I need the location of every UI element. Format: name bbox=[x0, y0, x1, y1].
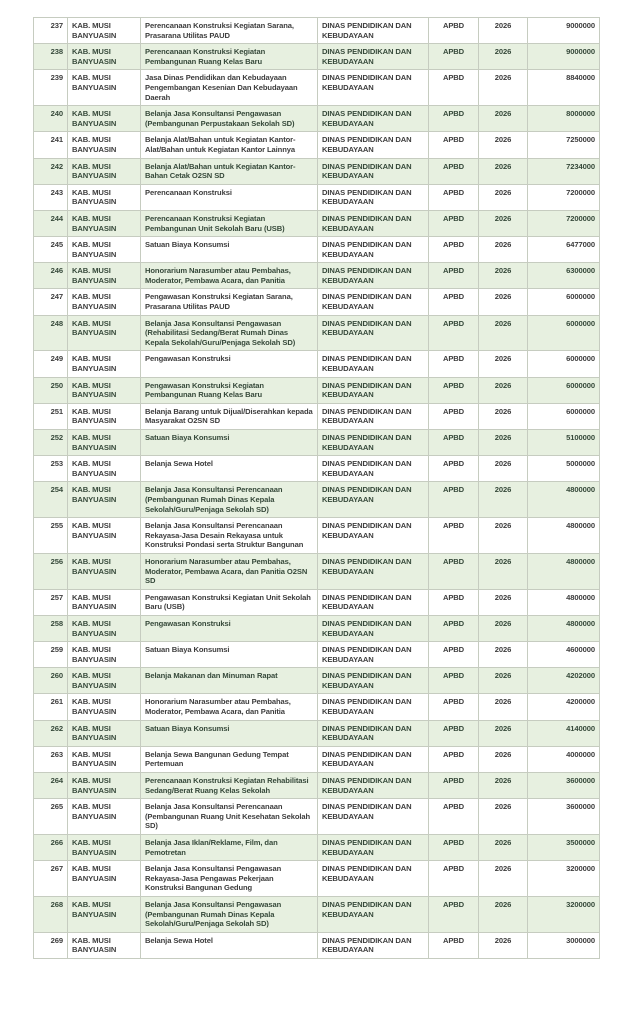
region-cell: KAB. MUSI BANYUASIN bbox=[68, 799, 141, 835]
amount-cell: 7200000 bbox=[528, 210, 600, 236]
year-cell: 2026 bbox=[479, 289, 528, 315]
amount-cell: 9000000 bbox=[528, 44, 600, 70]
amount-cell: 4200000 bbox=[528, 694, 600, 720]
table-row bbox=[34, 896, 600, 932]
amount-cell: 7234000 bbox=[528, 158, 600, 184]
table-row bbox=[34, 642, 600, 668]
table-row bbox=[34, 351, 600, 377]
amount-cell: 4800000 bbox=[528, 589, 600, 615]
funding-source-cell: APBD bbox=[429, 263, 479, 289]
amount-cell: 4140000 bbox=[528, 720, 600, 746]
region-cell: KAB. MUSI BANYUASIN bbox=[68, 377, 141, 403]
table-row bbox=[34, 18, 600, 44]
region-cell: KAB. MUSI BANYUASIN bbox=[68, 932, 141, 958]
row-number-cell: 248 bbox=[34, 315, 68, 351]
funding-source-cell: APBD bbox=[429, 237, 479, 263]
amount-cell: 7250000 bbox=[528, 132, 600, 158]
year-cell: 2026 bbox=[479, 70, 528, 106]
region-cell: KAB. MUSI BANYUASIN bbox=[68, 18, 141, 44]
region-cell: KAB. MUSI BANYUASIN bbox=[68, 44, 141, 70]
description-cell: Belanja Alat/Bahan untuk Kegiatan Kantor-Alat/Bahan untuk Kegiatan Kantor Lainnya bbox=[141, 132, 318, 158]
funding-source-cell: APBD bbox=[429, 642, 479, 668]
table-row bbox=[34, 482, 600, 518]
description-cell: Belanja Jasa Konsultansi Perencanaan (Pembangunan Rumah Dinas Kepala Sekolah/Guru/Penjaga Sekolah SD) bbox=[141, 482, 318, 518]
agency-cell: DINAS PENDIDIKAN DAN KEBUDAYAAN bbox=[318, 377, 429, 403]
agency-cell: DINAS PENDIDIKAN DAN KEBUDAYAAN bbox=[318, 315, 429, 351]
region-cell: KAB. MUSI BANYUASIN bbox=[68, 642, 141, 668]
funding-source-cell: APBD bbox=[429, 553, 479, 589]
agency-cell: DINAS PENDIDIKAN DAN KEBUDAYAAN bbox=[318, 896, 429, 932]
row-number-cell: 247 bbox=[34, 289, 68, 315]
description-cell: Perencanaan Konstruksi Kegiatan Sarana, Prasarana Utilitas PAUD bbox=[141, 18, 318, 44]
region-cell: KAB. MUSI BANYUASIN bbox=[68, 694, 141, 720]
agency-cell: DINAS PENDIDIKAN DAN KEBUDAYAAN bbox=[318, 835, 429, 861]
table-row bbox=[34, 377, 600, 403]
agency-cell: DINAS PENDIDIKAN DAN KEBUDAYAAN bbox=[318, 289, 429, 315]
row-number-cell: 257 bbox=[34, 589, 68, 615]
table-row bbox=[34, 668, 600, 694]
table-row bbox=[34, 289, 600, 315]
table-row bbox=[34, 615, 600, 641]
funding-source-cell: APBD bbox=[429, 44, 479, 70]
table-row bbox=[34, 720, 600, 746]
table-row bbox=[34, 132, 600, 158]
year-cell: 2026 bbox=[479, 184, 528, 210]
row-number-cell: 250 bbox=[34, 377, 68, 403]
amount-cell: 3500000 bbox=[528, 835, 600, 861]
row-number-cell: 256 bbox=[34, 553, 68, 589]
row-number-cell: 266 bbox=[34, 835, 68, 861]
year-cell: 2026 bbox=[479, 668, 528, 694]
description-cell: Belanja Alat/Bahan untuk Kegiatan Kantor- Bahan Cetak O2SN SD bbox=[141, 158, 318, 184]
agency-cell: DINAS PENDIDIKAN DAN KEBUDAYAAN bbox=[318, 589, 429, 615]
amount-cell: 4000000 bbox=[528, 746, 600, 772]
year-cell: 2026 bbox=[479, 589, 528, 615]
row-number-cell: 246 bbox=[34, 263, 68, 289]
agency-cell: DINAS PENDIDIKAN DAN KEBUDAYAAN bbox=[318, 720, 429, 746]
amount-cell: 6000000 bbox=[528, 315, 600, 351]
funding-source-cell: APBD bbox=[429, 289, 479, 315]
row-number-cell: 244 bbox=[34, 210, 68, 236]
description-cell: Pengawasan Konstruksi bbox=[141, 351, 318, 377]
row-number-cell: 238 bbox=[34, 44, 68, 70]
funding-source-cell: APBD bbox=[429, 896, 479, 932]
agency-cell: DINAS PENDIDIKAN DAN KEBUDAYAAN bbox=[318, 642, 429, 668]
description-cell: Belanja Jasa Konsultansi Perencanaan Rekayasa-Jasa Desain Rekayasa untuk Konstruksi Pondasi serta Struktur Bangunan bbox=[141, 518, 318, 554]
description-cell: Honorarium Narasumber atau Pembahas, Moderator, Pembawa Acara, dan Panitia bbox=[141, 694, 318, 720]
agency-cell: DINAS PENDIDIKAN DAN KEBUDAYAAN bbox=[318, 615, 429, 641]
funding-source-cell: APBD bbox=[429, 482, 479, 518]
funding-source-cell: APBD bbox=[429, 773, 479, 799]
region-cell: KAB. MUSI BANYUASIN bbox=[68, 132, 141, 158]
description-cell: Honorarium Narasumber atau Pembahas, Moderator, Pembawa Acara, dan Panitia bbox=[141, 263, 318, 289]
amount-cell: 6477000 bbox=[528, 237, 600, 263]
funding-source-cell: APBD bbox=[429, 18, 479, 44]
agency-cell: DINAS PENDIDIKAN DAN KEBUDAYAAN bbox=[318, 44, 429, 70]
funding-source-cell: APBD bbox=[429, 315, 479, 351]
agency-cell: DINAS PENDIDIKAN DAN KEBUDAYAAN bbox=[318, 430, 429, 456]
description-cell: Pengawasan Konstruksi Kegiatan Sarana, Prasarana Utilitas PAUD bbox=[141, 289, 318, 315]
agency-cell: DINAS PENDIDIKAN DAN KEBUDAYAAN bbox=[318, 456, 429, 482]
row-number-cell: 258 bbox=[34, 615, 68, 641]
row-number-cell: 259 bbox=[34, 642, 68, 668]
year-cell: 2026 bbox=[479, 237, 528, 263]
year-cell: 2026 bbox=[479, 403, 528, 429]
budget-table bbox=[33, 17, 600, 959]
region-cell: KAB. MUSI BANYUASIN bbox=[68, 896, 141, 932]
region-cell: KAB. MUSI BANYUASIN bbox=[68, 315, 141, 351]
description-cell: Satuan Biaya Konsumsi bbox=[141, 642, 318, 668]
row-number-cell: 260 bbox=[34, 668, 68, 694]
amount-cell: 6300000 bbox=[528, 263, 600, 289]
year-cell: 2026 bbox=[479, 932, 528, 958]
description-cell: Belanja Sewa Hotel bbox=[141, 932, 318, 958]
region-cell: KAB. MUSI BANYUASIN bbox=[68, 835, 141, 861]
amount-cell: 9000000 bbox=[528, 18, 600, 44]
year-cell: 2026 bbox=[479, 553, 528, 589]
description-cell: Belanja Jasa Konsultansi Pengawasan (Pembangunan Perpustakaan Sekolah SD) bbox=[141, 106, 318, 132]
description-cell: Satuan Biaya Konsumsi bbox=[141, 237, 318, 263]
agency-cell: DINAS PENDIDIKAN DAN KEBUDAYAAN bbox=[318, 694, 429, 720]
row-number-cell: 265 bbox=[34, 799, 68, 835]
description-cell: Satuan Biaya Konsumsi bbox=[141, 720, 318, 746]
amount-cell: 4800000 bbox=[528, 615, 600, 641]
agency-cell: DINAS PENDIDIKAN DAN KEBUDAYAAN bbox=[318, 210, 429, 236]
agency-cell: DINAS PENDIDIKAN DAN KEBUDAYAAN bbox=[318, 132, 429, 158]
funding-source-cell: APBD bbox=[429, 351, 479, 377]
amount-cell: 5100000 bbox=[528, 430, 600, 456]
table-row bbox=[34, 518, 600, 554]
funding-source-cell: APBD bbox=[429, 615, 479, 641]
funding-source-cell: APBD bbox=[429, 377, 479, 403]
amount-cell: 7200000 bbox=[528, 184, 600, 210]
region-cell: KAB. MUSI BANYUASIN bbox=[68, 430, 141, 456]
region-cell: KAB. MUSI BANYUASIN bbox=[68, 237, 141, 263]
agency-cell: DINAS PENDIDIKAN DAN KEBUDAYAAN bbox=[318, 773, 429, 799]
year-cell: 2026 bbox=[479, 615, 528, 641]
funding-source-cell: APBD bbox=[429, 106, 479, 132]
row-number-cell: 241 bbox=[34, 132, 68, 158]
year-cell: 2026 bbox=[479, 315, 528, 351]
description-cell: Belanja Sewa Bangunan Gedung Tempat Pertemuan bbox=[141, 746, 318, 772]
description-cell: Belanja Sewa Hotel bbox=[141, 456, 318, 482]
row-number-cell: 254 bbox=[34, 482, 68, 518]
description-cell: Belanja Jasa Iklan/Reklame, Film, dan Pemotretan bbox=[141, 835, 318, 861]
year-cell: 2026 bbox=[479, 518, 528, 554]
description-cell: Belanja Barang untuk Dijual/Diserahkan kepada Masyarakat O2SN SD bbox=[141, 403, 318, 429]
agency-cell: DINAS PENDIDIKAN DAN KEBUDAYAAN bbox=[318, 106, 429, 132]
agency-cell: DINAS PENDIDIKAN DAN KEBUDAYAAN bbox=[318, 668, 429, 694]
row-number-cell: 245 bbox=[34, 237, 68, 263]
description-cell: Belanja Jasa Konsultansi Pengawasan (Pembangunan Rumah Dinas Kepala Sekolah/Guru/Penjaga Sekolah SD) bbox=[141, 896, 318, 932]
agency-cell: DINAS PENDIDIKAN DAN KEBUDAYAAN bbox=[318, 799, 429, 835]
row-number-cell: 263 bbox=[34, 746, 68, 772]
table-row bbox=[34, 210, 600, 236]
funding-source-cell: APBD bbox=[429, 932, 479, 958]
region-cell: KAB. MUSI BANYUASIN bbox=[68, 70, 141, 106]
region-cell: KAB. MUSI BANYUASIN bbox=[68, 773, 141, 799]
description-cell: Belanja Jasa Konsultansi Perencanaan (Pembangunan Ruang Unit Kesehatan Sekolah SD) bbox=[141, 799, 318, 835]
row-number-cell: 239 bbox=[34, 70, 68, 106]
funding-source-cell: APBD bbox=[429, 518, 479, 554]
table-row bbox=[34, 835, 600, 861]
row-number-cell: 249 bbox=[34, 351, 68, 377]
year-cell: 2026 bbox=[479, 18, 528, 44]
region-cell: KAB. MUSI BANYUASIN bbox=[68, 106, 141, 132]
year-cell: 2026 bbox=[479, 720, 528, 746]
table-row bbox=[34, 106, 600, 132]
year-cell: 2026 bbox=[479, 799, 528, 835]
description-cell: Honorarium Narasumber atau Pembahas, Moderator, Pembawa Acara, dan Panitia O2SN SD bbox=[141, 553, 318, 589]
region-cell: KAB. MUSI BANYUASIN bbox=[68, 403, 141, 429]
row-number-cell: 237 bbox=[34, 18, 68, 44]
region-cell: KAB. MUSI BANYUASIN bbox=[68, 746, 141, 772]
amount-cell: 4202000 bbox=[528, 668, 600, 694]
region-cell: KAB. MUSI BANYUASIN bbox=[68, 482, 141, 518]
description-cell: Perencanaan Konstruksi bbox=[141, 184, 318, 210]
year-cell: 2026 bbox=[479, 106, 528, 132]
description-cell: Belanja Makanan dan Minuman Rapat bbox=[141, 668, 318, 694]
region-cell: KAB. MUSI BANYUASIN bbox=[68, 351, 141, 377]
agency-cell: DINAS PENDIDIKAN DAN KEBUDAYAAN bbox=[318, 18, 429, 44]
year-cell: 2026 bbox=[479, 896, 528, 932]
description-cell: Jasa Dinas Pendidikan dan Kebudayaan Pengembangan Kesenian Dan Kebudayaan Daerah bbox=[141, 70, 318, 106]
agency-cell: DINAS PENDIDIKAN DAN KEBUDAYAAN bbox=[318, 482, 429, 518]
funding-source-cell: APBD bbox=[429, 132, 479, 158]
row-number-cell: 240 bbox=[34, 106, 68, 132]
year-cell: 2026 bbox=[479, 835, 528, 861]
funding-source-cell: APBD bbox=[429, 403, 479, 429]
table-row bbox=[34, 158, 600, 184]
funding-source-cell: APBD bbox=[429, 668, 479, 694]
table-row bbox=[34, 430, 600, 456]
region-cell: KAB. MUSI BANYUASIN bbox=[68, 456, 141, 482]
funding-source-cell: APBD bbox=[429, 746, 479, 772]
region-cell: KAB. MUSI BANYUASIN bbox=[68, 668, 141, 694]
funding-source-cell: APBD bbox=[429, 184, 479, 210]
funding-source-cell: APBD bbox=[429, 861, 479, 897]
year-cell: 2026 bbox=[479, 210, 528, 236]
region-cell: KAB. MUSI BANYUASIN bbox=[68, 553, 141, 589]
table-row bbox=[34, 237, 600, 263]
table-row bbox=[34, 456, 600, 482]
row-number-cell: 267 bbox=[34, 861, 68, 897]
amount-cell: 3200000 bbox=[528, 896, 600, 932]
row-number-cell: 262 bbox=[34, 720, 68, 746]
agency-cell: DINAS PENDIDIKAN DAN KEBUDAYAAN bbox=[318, 403, 429, 429]
funding-source-cell: APBD bbox=[429, 720, 479, 746]
region-cell: KAB. MUSI BANYUASIN bbox=[68, 263, 141, 289]
table-body bbox=[34, 18, 600, 959]
year-cell: 2026 bbox=[479, 430, 528, 456]
amount-cell: 6000000 bbox=[528, 289, 600, 315]
amount-cell: 8840000 bbox=[528, 70, 600, 106]
year-cell: 2026 bbox=[479, 456, 528, 482]
agency-cell: DINAS PENDIDIKAN DAN KEBUDAYAAN bbox=[318, 746, 429, 772]
table-row bbox=[34, 932, 600, 958]
table-row bbox=[34, 263, 600, 289]
year-cell: 2026 bbox=[479, 132, 528, 158]
table-row bbox=[34, 773, 600, 799]
table-row bbox=[34, 694, 600, 720]
row-number-cell: 255 bbox=[34, 518, 68, 554]
amount-cell: 4800000 bbox=[528, 518, 600, 554]
table-row bbox=[34, 70, 600, 106]
year-cell: 2026 bbox=[479, 44, 528, 70]
agency-cell: DINAS PENDIDIKAN DAN KEBUDAYAAN bbox=[318, 263, 429, 289]
funding-source-cell: APBD bbox=[429, 456, 479, 482]
year-cell: 2026 bbox=[479, 642, 528, 668]
year-cell: 2026 bbox=[479, 746, 528, 772]
amount-cell: 4600000 bbox=[528, 642, 600, 668]
region-cell: KAB. MUSI BANYUASIN bbox=[68, 615, 141, 641]
region-cell: KAB. MUSI BANYUASIN bbox=[68, 210, 141, 236]
amount-cell: 6000000 bbox=[528, 351, 600, 377]
funding-source-cell: APBD bbox=[429, 70, 479, 106]
table-row bbox=[34, 403, 600, 429]
description-cell: Belanja Jasa Konsultansi Pengawasan (Rehabilitasi Sedang/Berat Rumah Dinas Kepala Sekolah/Guru/Penjaga Sekolah SD) bbox=[141, 315, 318, 351]
amount-cell: 6000000 bbox=[528, 377, 600, 403]
agency-cell: DINAS PENDIDIKAN DAN KEBUDAYAAN bbox=[318, 351, 429, 377]
table-row bbox=[34, 553, 600, 589]
funding-source-cell: APBD bbox=[429, 210, 479, 236]
region-cell: KAB. MUSI BANYUASIN bbox=[68, 518, 141, 554]
agency-cell: DINAS PENDIDIKAN DAN KEBUDAYAAN bbox=[318, 70, 429, 106]
year-cell: 2026 bbox=[479, 482, 528, 518]
funding-source-cell: APBD bbox=[429, 158, 479, 184]
table-row bbox=[34, 746, 600, 772]
description-cell: Pengawasan Konstruksi bbox=[141, 615, 318, 641]
year-cell: 2026 bbox=[479, 158, 528, 184]
row-number-cell: 264 bbox=[34, 773, 68, 799]
amount-cell: 6000000 bbox=[528, 403, 600, 429]
year-cell: 2026 bbox=[479, 861, 528, 897]
agency-cell: DINAS PENDIDIKAN DAN KEBUDAYAAN bbox=[318, 184, 429, 210]
row-number-cell: 269 bbox=[34, 932, 68, 958]
table-row bbox=[34, 799, 600, 835]
funding-source-cell: APBD bbox=[429, 694, 479, 720]
description-cell: Satuan Biaya Konsumsi bbox=[141, 430, 318, 456]
description-cell: Belanja Jasa Konsultansi Pengawasan Rekayasa-Jasa Pengawas Pekerjaan Konstruksi Bangunan Gedung bbox=[141, 861, 318, 897]
description-cell: Perencanaan Konstruksi Kegiatan Rehabilitasi Sedang/Berat Ruang Kelas Sekolah bbox=[141, 773, 318, 799]
table-row bbox=[34, 589, 600, 615]
agency-cell: DINAS PENDIDIKAN DAN KEBUDAYAAN bbox=[318, 861, 429, 897]
amount-cell: 3000000 bbox=[528, 932, 600, 958]
description-cell: Perencanaan Konstruksi Kegiatan Pembangunan Ruang Kelas Baru bbox=[141, 44, 318, 70]
agency-cell: DINAS PENDIDIKAN DAN KEBUDAYAAN bbox=[318, 158, 429, 184]
table-row bbox=[34, 315, 600, 351]
agency-cell: DINAS PENDIDIKAN DAN KEBUDAYAAN bbox=[318, 553, 429, 589]
table-row bbox=[34, 184, 600, 210]
row-number-cell: 268 bbox=[34, 896, 68, 932]
funding-source-cell: APBD bbox=[429, 589, 479, 615]
description-cell: Pengawasan Konstruksi Kegiatan Unit Sekolah Baru (USB) bbox=[141, 589, 318, 615]
row-number-cell: 253 bbox=[34, 456, 68, 482]
amount-cell: 4800000 bbox=[528, 553, 600, 589]
year-cell: 2026 bbox=[479, 351, 528, 377]
amount-cell: 3600000 bbox=[528, 799, 600, 835]
amount-cell: 8000000 bbox=[528, 106, 600, 132]
region-cell: KAB. MUSI BANYUASIN bbox=[68, 158, 141, 184]
year-cell: 2026 bbox=[479, 263, 528, 289]
region-cell: KAB. MUSI BANYUASIN bbox=[68, 720, 141, 746]
agency-cell: DINAS PENDIDIKAN DAN KEBUDAYAAN bbox=[318, 237, 429, 263]
agency-cell: DINAS PENDIDIKAN DAN KEBUDAYAAN bbox=[318, 932, 429, 958]
region-cell: KAB. MUSI BANYUASIN bbox=[68, 589, 141, 615]
region-cell: KAB. MUSI BANYUASIN bbox=[68, 289, 141, 315]
region-cell: KAB. MUSI BANYUASIN bbox=[68, 184, 141, 210]
funding-source-cell: APBD bbox=[429, 835, 479, 861]
amount-cell: 3200000 bbox=[528, 861, 600, 897]
year-cell: 2026 bbox=[479, 773, 528, 799]
funding-source-cell: APBD bbox=[429, 430, 479, 456]
table-row bbox=[34, 861, 600, 897]
amount-cell: 4800000 bbox=[528, 482, 600, 518]
amount-cell: 5000000 bbox=[528, 456, 600, 482]
year-cell: 2026 bbox=[479, 377, 528, 403]
table-row bbox=[34, 44, 600, 70]
year-cell: 2026 bbox=[479, 694, 528, 720]
agency-cell: DINAS PENDIDIKAN DAN KEBUDAYAAN bbox=[318, 518, 429, 554]
description-cell: Perencanaan Konstruksi Kegiatan Pembangunan Unit Sekolah Baru (USB) bbox=[141, 210, 318, 236]
row-number-cell: 242 bbox=[34, 158, 68, 184]
row-number-cell: 251 bbox=[34, 403, 68, 429]
row-number-cell: 261 bbox=[34, 694, 68, 720]
row-number-cell: 243 bbox=[34, 184, 68, 210]
row-number-cell: 252 bbox=[34, 430, 68, 456]
funding-source-cell: APBD bbox=[429, 799, 479, 835]
description-cell: Pengawasan Konstruksi Kegiatan Pembangunan Ruang Kelas Baru bbox=[141, 377, 318, 403]
region-cell: KAB. MUSI BANYUASIN bbox=[68, 861, 141, 897]
amount-cell: 3600000 bbox=[528, 773, 600, 799]
